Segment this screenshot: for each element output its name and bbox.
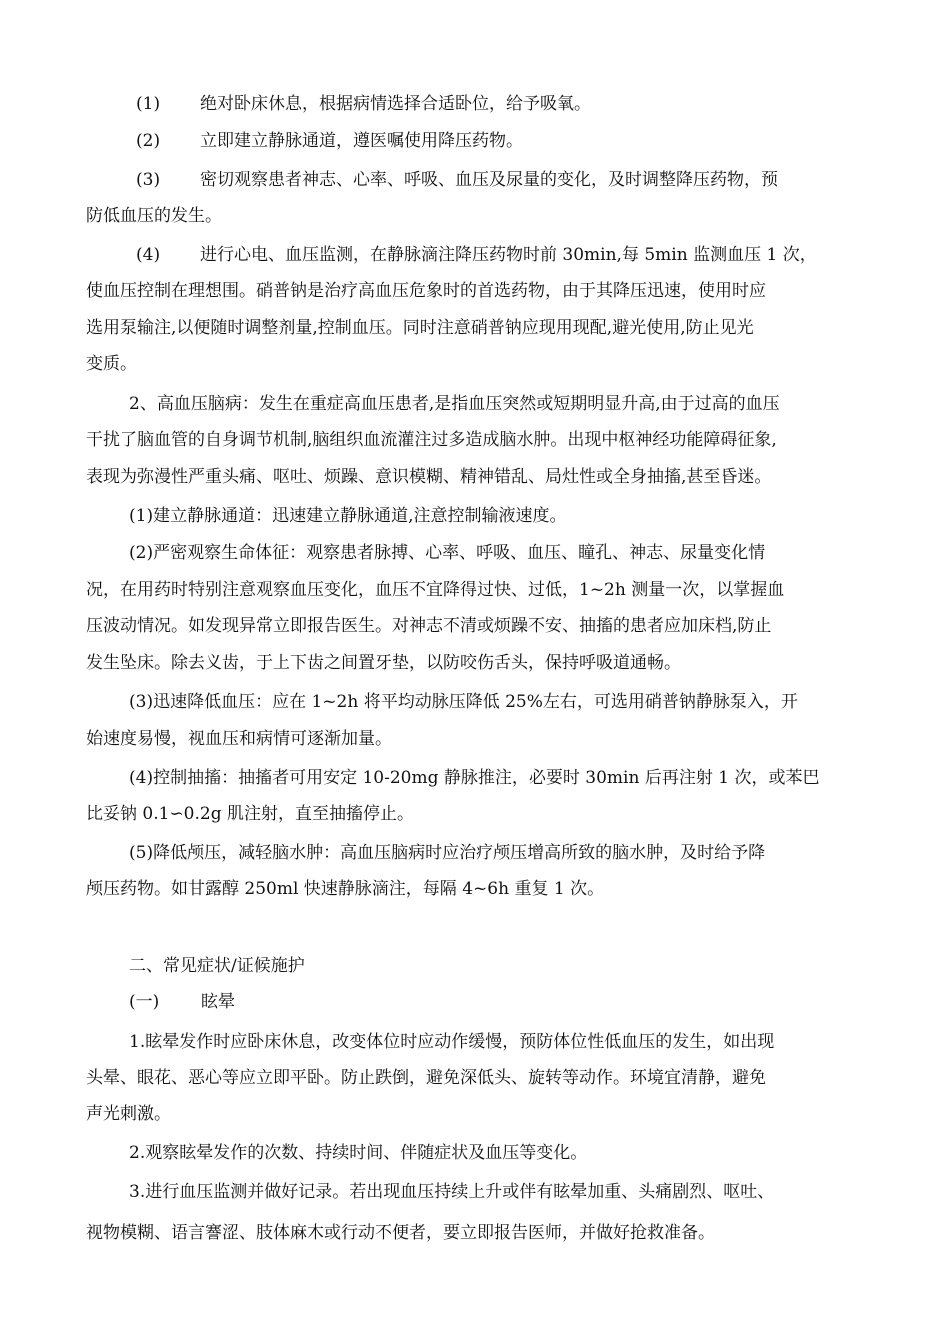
- item-4: [136, 243, 817, 267]
- subsection-number: (一): [129, 992, 160, 1012]
- item-number: (1): [136, 94, 161, 114]
- sub-2-line: (2)严密观察生命体征：观察患者脉搏、心率、呼吸、血压、瞳孔、神志、尿量变化情: [129, 543, 766, 563]
- sub-4-line: (4)控制抽搐：抽搐者可用安定 10-20mg 静脉推注，必要时 30min 后再注射 1 次，或苯巴: [129, 768, 820, 788]
- para-line: 声光刺激。: [86, 1104, 171, 1124]
- item-number: (3): [136, 170, 161, 190]
- item-number: (4): [136, 245, 161, 265]
- item-1: [136, 92, 591, 116]
- text-line: 选用泵输注,以便随时调整剂量,控制血压。同时注意硝普钠应现用现配,避光使用,防止见光: [86, 318, 754, 338]
- sub-5-line: 颅压药物。如甘露醇 250ml 快速静脉滴注，每隔 4~6h 重复 1 次。: [86, 879, 605, 899]
- para-line: 1.眩晕发作时应卧床休息，改变体位时应动作缓慢，预防体位性低血压的发生，如出现: [129, 1032, 775, 1052]
- section-heading: 二、常见症状/证候施护: [129, 956, 305, 976]
- item-text: 密切观察患者神志、心率、呼吸、血压及尿量的变化，及时调整降压药物，预: [200, 170, 778, 190]
- subsection-title: 眩晕: [201, 992, 235, 1012]
- item-number: (2): [136, 131, 161, 151]
- sub-2-line: 发生坠床。除去义齿，于上下齿之间置牙垫，以防咬伤舌头，保持呼吸道通畅。: [86, 653, 681, 673]
- text-line: 变质。: [86, 354, 137, 374]
- sub-2-line: 压波动情况。如发现异常立即报告医生。对神志不清或烦躁不安、抽搐的患者应加床档,防止: [86, 616, 772, 636]
- sub-4-line: 比妥钠 0.1∽0.2g 肌注射，直至抽搐停止。: [86, 804, 415, 824]
- sub-2-line: 况，在用药时特别注意观察血压变化，血压不宜降得过快、过低，1~2h 测量一次，以掌握血: [86, 580, 785, 600]
- sub-3-line: (3)迅速降低血压：应在 1~2h 将平均动脉压降低 25%左右，可选用硝普钠静脉泵入，开: [129, 692, 798, 712]
- sub-5-line: (5)降低颅压，减轻脑水肿：高血压脑病时应治疗颅压增高所致的脑水肿，及时给予降: [129, 843, 766, 863]
- item-text: 绝对卧床休息，根据病情选择合适卧位，给予吸氧。: [200, 94, 591, 114]
- section-2-line: 干扰了脑血管的自身调节机制,脑组织血流灌注过多造成脑水肿。出现中枢神经功能障碍征象,: [86, 430, 777, 450]
- sub-3-line: 始速度易慢，视血压和病情可逐渐加量。: [86, 729, 392, 749]
- text-line: 使血压控制在理想围。硝普钠是治疗高血压危象时的首选药物，由于其降压迅速，使用时应: [86, 281, 766, 301]
- item-2: [136, 129, 523, 153]
- sub-1-line: (1)建立静脉通道：迅速建立静脉通道,注意控制输液速度。: [129, 506, 567, 526]
- section-2-line: 表现为弥漫性严重头痛、呕吐、烦躁、意识模糊、精神错乱、局灶性或全身抽搐,甚至昏迷。: [86, 467, 772, 487]
- para-line: 2.观察眩晕发作的次数、持续时间、伴随症状及血压等变化。: [129, 1143, 588, 1163]
- para-line: 视物模糊、语言謇涩、肢体麻木或行动不便者，要立即报告医师，并做好抢救准备。: [86, 1223, 715, 1243]
- subsection-heading: [129, 990, 235, 1014]
- text-line: 防低血压的发生。: [86, 206, 222, 226]
- para-line: 3.进行血压监测并做好记录。若出现血压持续上升或伴有眩晕加重、头痛剧烈、呕吐、: [129, 1182, 775, 1202]
- item-3: [136, 168, 778, 192]
- section-2-line: 2、高血压脑病：发生在重症高血压患者,是指血压突然或短期明显升高,由于过高的血压: [129, 394, 780, 414]
- item-text: 立即建立静脉通道，遵医嘱使用降压药物。: [200, 131, 523, 151]
- para-line: 头晕、眼花、恶心等应立即平卧。防止跌倒，避免深低头、旋转等动作。环境宜清静，避免: [86, 1068, 766, 1088]
- item-text: 进行心电、血压监测，在静脉滴注降压药物时前 30min,每 5min 监测血压 1 次，: [200, 245, 817, 265]
